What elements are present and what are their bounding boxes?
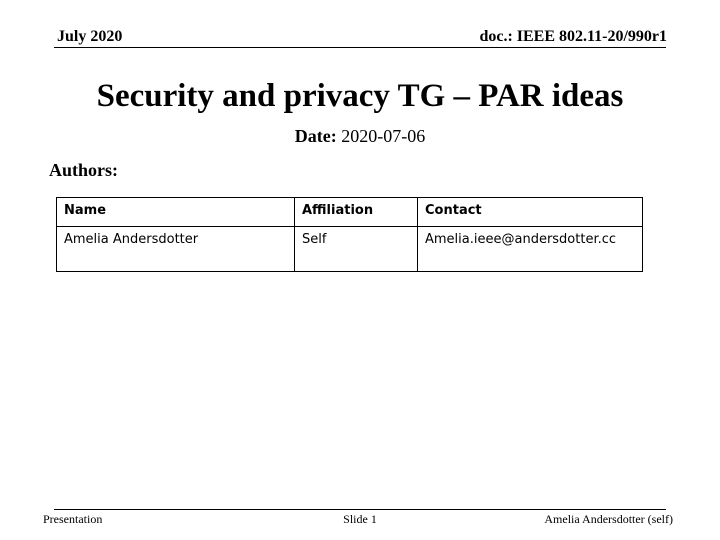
table-header-row (57, 198, 643, 227)
header-doc-id: doc.: IEEE 802.11-20/990r1 (479, 28, 667, 45)
slide-title: Security and privacy TG – PAR ideas (96, 78, 624, 114)
date-label: Date: (294, 126, 337, 146)
footer-presentation-label: Presentation (43, 512, 103, 526)
header-date: July 2020 (57, 28, 123, 45)
column-header-name: Name (57, 198, 295, 227)
authors-table (56, 197, 643, 272)
date-value: 2020-07-06 (341, 126, 426, 146)
author-affiliation-cell: Self (295, 227, 418, 272)
header-divider (54, 47, 666, 48)
table-row (57, 227, 643, 272)
column-header-affiliation: Affiliation (295, 198, 418, 227)
footer-divider (54, 509, 666, 510)
footer-author: Amelia Andersdotter (self) (544, 512, 673, 526)
author-name-cell: Amelia Andersdotter (57, 227, 295, 272)
column-header-contact: Contact (418, 198, 643, 227)
slide-date (0, 126, 720, 147)
authors-heading: Authors: (49, 160, 119, 180)
footer-slide-number: Slide 1 (343, 512, 377, 526)
author-contact-cell: Amelia.ieee@andersdotter.cc (418, 227, 643, 272)
